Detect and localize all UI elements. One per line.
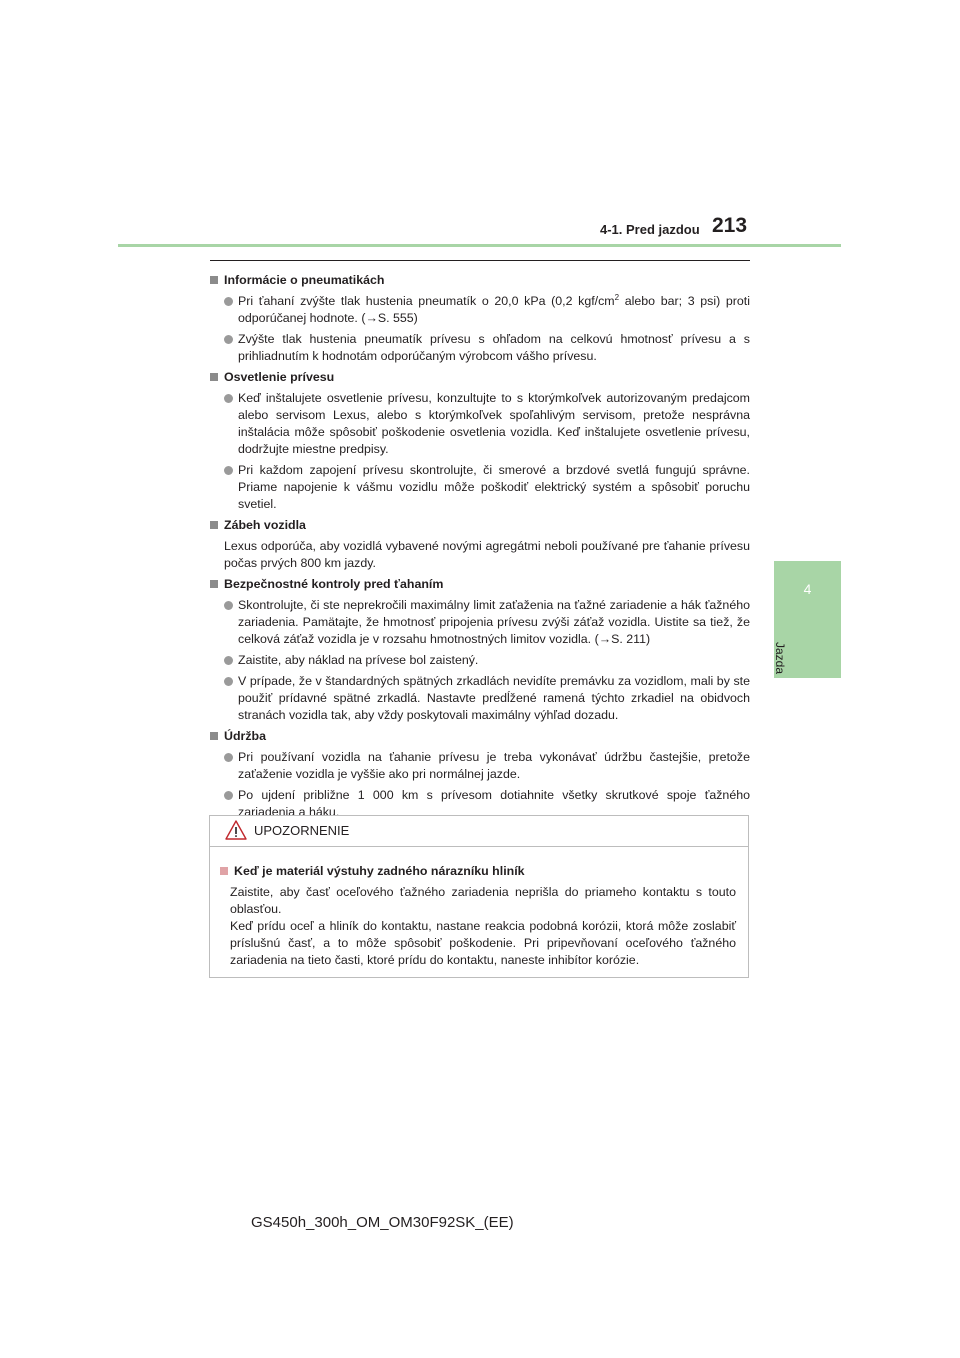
footer-doc-code: GS450h_300h_OM_OM30F92SK_(EE)	[251, 1214, 514, 1231]
chapter-label: Jazda	[773, 642, 787, 675]
list-item: Pri každom zapojení prívesu skontrolujte, či smerové a brzdové svetlá fungujú správne. Priame napojenie k vášmu vozidlu môže poškodiť elektrický systém a spôsobiť poruchu svetiel.	[210, 462, 750, 513]
warning-paragraph: Zaistite, aby časť oceľového ťažného zariadenia neprišla do priameho kontaktu s touto oblasťou.	[230, 885, 736, 916]
list-item: V prípade, že v štandardných spätných zrkadlách nevidíte premávku za vozidlom, mali by ste použiť prídavné spätné zrkadlá. Nastavte predĺžené ramená týchto zrkadiel na obidvoch stranách vozidla tak, aby vždy poskytovali maximálny výhľad dozadu.	[210, 673, 750, 724]
list-item: Keď inštalujete osvetlenie prívesu, konzultujte to s ktorýmkoľvek autorizovaným predajcom alebo servisom Lexus, alebo s ktorýmkoľvek spoľahlivým servisom, pretože nesprávna inštalácia môže spôsobiť poškodenie osvetlenia vozidla. Keď inštalujete osvetlenie prívesu, dodržujte miestne predpisy.	[210, 390, 750, 458]
list-item: Zvýšte tlak hustenia pneumatík prívesu s ohľadom na celkovú hmotnosť prívesu a s prihliadnutím k hodnotám odporúčaným výrobcom vášho prívesu.	[210, 331, 750, 365]
warning-box	[209, 815, 749, 978]
dot-bullet-icon	[224, 297, 233, 306]
dot-bullet-icon	[224, 656, 233, 665]
square-bullet-icon	[210, 521, 218, 529]
warning-header	[210, 816, 748, 847]
header-rule	[118, 244, 841, 247]
dot-bullet-icon	[224, 601, 233, 610]
superscript: 2	[614, 292, 620, 302]
list-item: Po ujdení približne 1 000 km s prívesom dotiahnite všetky skrutkové spoje ťažného zariadenia a háku.	[210, 787, 750, 821]
square-bullet-icon	[210, 276, 218, 284]
header-section-title: 4-1. Pred jazdou	[600, 222, 700, 237]
section-title: Bezpečnostné kontroly pred ťahaním	[210, 576, 750, 593]
square-bullet-icon	[210, 732, 218, 740]
square-bullet-icon	[210, 580, 218, 588]
section-safety-checks	[210, 576, 750, 724]
list-item: Zaistite, aby náklad na prívese bol zaistený.	[210, 652, 750, 669]
section-title: Zábeh vozidla	[210, 517, 750, 534]
list-item: Skontrolujte, či ste neprekročili maximálny limit zaťaženia na ťažné zariadenie a hák ťažného zariadenia. Pamätajte, že hmotnosť pripojenia prívesu zvýši záťaž vozidla. Uistite sa tiež, že celková záťaž vozidla je v rozsahu hmotnostných limitov vozidla. (→S. 211)	[210, 597, 750, 648]
dot-bullet-icon	[224, 394, 233, 403]
warning-title: Keď je materiál výstuhy zadného nárazníku hliník	[220, 863, 736, 880]
dot-bullet-icon	[224, 753, 233, 762]
list-item: Pri používaní vozidla na ťahanie prívesu je treba vykonávať údržbu častejšie, pretože zaťaženie vozidla je vyššie ako pri normálnej jazde.	[210, 749, 750, 783]
section-maintenance	[210, 728, 750, 821]
section-lights	[210, 369, 750, 513]
dot-bullet-icon	[224, 335, 233, 344]
list-item: Pri ťahaní zvýšte tlak hustenia pneumatík o 20,0 kPa (0,2 kgf/$cm^2$ alebo bar; 3 psi) proti odporúčanej hodnote. (→S. 555)	[210, 293, 750, 327]
warning-body	[210, 847, 748, 969]
section-title: Informácie o pneumatikách	[210, 272, 750, 289]
warning-paragraph: Keď prídu oceľ a hliník do kontaktu, nastane reakcia podobná korózii, ktorá môže zoslabiť príslušnú časť, a to môže spôsobiť poškodenie. Pri pripevňovaní oceľového ťažného zariadenia na tieto časti, ktoré prídu do kontaktu, naneste inhibítor korózie.	[230, 919, 736, 967]
square-bullet-icon	[210, 373, 218, 381]
section-title: Osvetlenie prívesu	[210, 369, 750, 386]
page-number: 213	[712, 214, 748, 237]
section-tires	[210, 272, 750, 365]
dot-bullet-icon	[224, 791, 233, 800]
chapter-number: 4	[803, 581, 812, 597]
warning-triangle-icon	[225, 820, 247, 840]
paragraph: Lexus odporúča, aby vozidlá vybavené novými agregátmi neboli používané pre ťahanie prívesu počas prvých 800 km jazdy.	[224, 539, 750, 570]
content-rule	[210, 260, 750, 261]
warning-label: UPOZORNENIE	[254, 823, 350, 838]
dot-bullet-icon	[224, 466, 233, 475]
section-title: Údržba	[210, 728, 750, 745]
section-break-in	[210, 517, 750, 572]
square-bullet-icon	[220, 867, 228, 875]
content	[210, 268, 750, 821]
dot-bullet-icon	[224, 677, 233, 686]
